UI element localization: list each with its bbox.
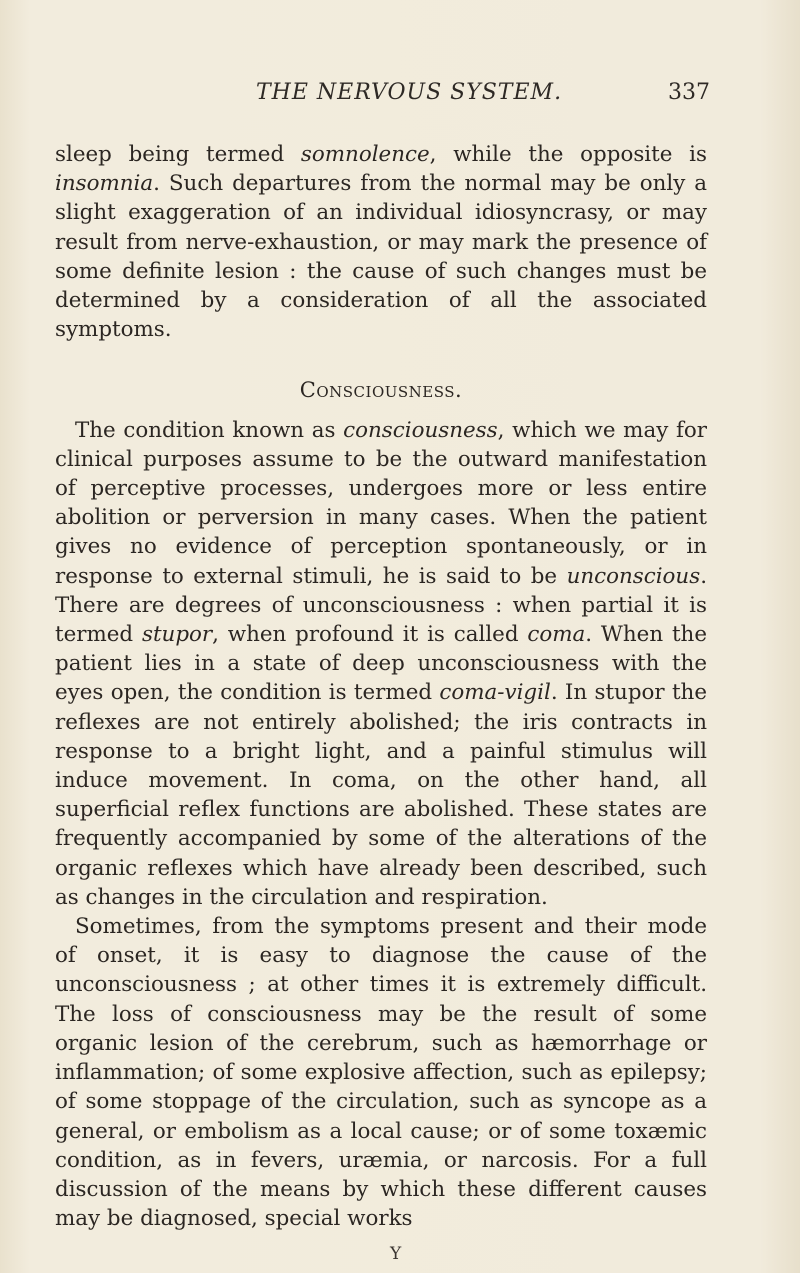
running-title: THE NERVOUS SYSTEM. — [256, 80, 563, 105]
paragraph-sleep — [55, 140, 707, 344]
text-run: sleep being termed — [55, 142, 301, 167]
body-text — [55, 140, 707, 1233]
page-number: 337 — [668, 80, 710, 105]
text-run: , when profound it is called — [212, 622, 528, 648]
term-unconscious: unconscious — [566, 563, 701, 589]
text-run: The condition known as — [75, 417, 344, 443]
term-consciousness: consciousness — [343, 417, 498, 443]
term-insomnia: insomnia — [55, 171, 154, 197]
text-run: , which we may for clinical purposes assume to be the outward manifestation of perceptive processes, undergoes more or less entire abolition or perversion in many cases. When the patient gives no evidence of perception spontaneously, or in response to external stimuli, he is said to be — [55, 417, 707, 589]
term-coma-vigil: coma-vigil — [439, 680, 551, 706]
text-run: . There are degrees of unconsciousness : when partial it is termed — [55, 563, 707, 648]
text-run: . When the patient lies in a state of deep unconsciousness with the eyes open, the condition is termed — [55, 622, 707, 706]
paragraph-diagnosis: Sometimes, from the symptoms present and their mode of onset, it is easy to diagnose the cause of the unconsciousness ; at other times it is extremely difficult. The loss of consciousness may be the result of some organic lesion of the cerebrum, such as hæmorrhage or inflammation; of some explosive affection, such as epilepsy; of some stoppage of the circulation, such as syncope as a general, or embolism as a local cause; or of some toxæmic condition, as in fevers, uræmia, or narcosis. For a full discussion of the means by which these different causes may be diagnosed, special works — [55, 914, 707, 1232]
term-coma: coma — [527, 622, 586, 648]
paragraph-consciousness — [55, 416, 707, 912]
term-somnolence: somnolence — [300, 142, 430, 167]
term-stupor: stupor — [141, 622, 213, 648]
text-run: . Such departures from the normal may be only a slight exaggeration of an individual idiosyncrasy, or may result from nerve-exhaustion, or may mark the presence of some definite lesion : the cause of such changes must be determined by a consideration of all the associated symptoms. — [55, 171, 707, 343]
text-run: , while the opposite is — [429, 142, 707, 167]
running-head — [0, 80, 800, 110]
section-heading: Consciousness. — [299, 378, 463, 403]
text-run: . In stupor the reflexes are not entirely abolished; the iris contracts in response to a bright light, and a painful stimulus will induce movement. In coma, on the other hand, all superficial reflex functions are abolished. These states are frequently accompanied by some of the alterations of the organic reflexes which have already been described, such as changes in the circulation and respiration. — [55, 680, 707, 910]
signature-mark: Y — [390, 1244, 402, 1264]
